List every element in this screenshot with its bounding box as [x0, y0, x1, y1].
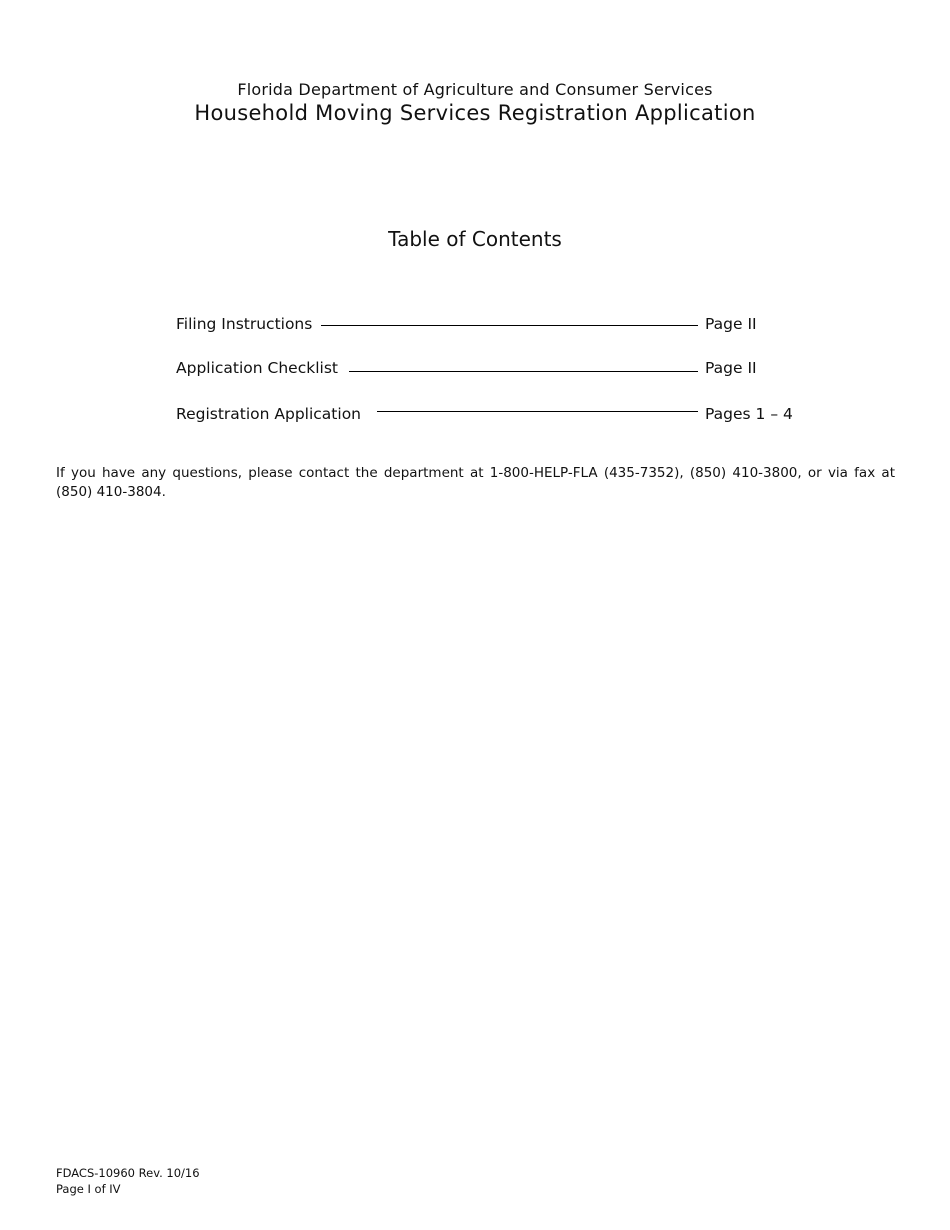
toc-entry-page: Page II	[705, 359, 757, 377]
toc-entry-registration-application[interactable]	[176, 405, 816, 429]
form-number: FDACS-10960 Rev. 10/16	[56, 1166, 200, 1180]
contact-info-paragraph: If you have any questions, please contact the department at 1-800-HELP-FLA (435-7352), (850) 410-3800, or via fax at (850) 410-3804.	[56, 465, 895, 500]
toc-heading: Table of Contents	[388, 227, 562, 251]
toc-leader-line	[377, 411, 698, 412]
toc-entry-filing-instructions[interactable]	[176, 315, 816, 339]
toc-entry-page: Pages 1 – 4	[705, 405, 793, 423]
toc-entry-page: Page II	[705, 315, 757, 333]
page-number: Page I of IV	[56, 1182, 121, 1196]
form-title: Household Moving Services Registration Application	[194, 101, 756, 125]
toc-leader-line	[321, 325, 698, 326]
toc-entry-label: Application Checklist	[176, 359, 338, 377]
toc-entry-label: Registration Application	[176, 405, 362, 423]
toc-entry-application-checklist[interactable]	[176, 359, 816, 383]
toc-entry-label: Filing Instructions	[176, 315, 313, 333]
agency-name: Florida Department of Agriculture and Consumer Services	[237, 80, 713, 99]
toc-leader-line	[349, 371, 698, 372]
